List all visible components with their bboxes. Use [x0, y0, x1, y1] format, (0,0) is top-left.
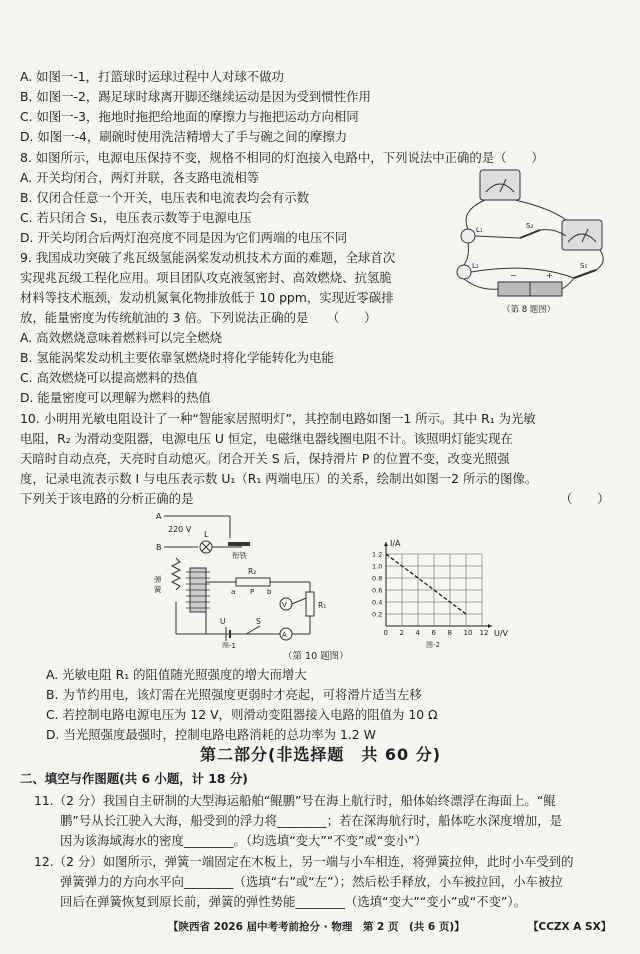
u-label: U [220, 617, 226, 626]
q10-option-d: D. 当光照强度最强时，控制电路电路消耗的总功率为 1.2 W [46, 727, 376, 742]
q10-line-2: 电阻，R₂ 为滑动变阻器，电源电压 U 恒定，电磁继电器线圈电阻不计。该照明灯能实现在 [20, 431, 513, 446]
q7-option-d: D. 如图一-4，刷碗时使用洗洁精增大了手与碗之间的摩擦力 [20, 129, 348, 144]
q8-option-d: D. 开关均闭合后两灯泡亮度不同是因为它们两端的电压不同 [20, 230, 348, 245]
q8-circuit-figure [440, 166, 620, 316]
q10-circuit-figure [150, 508, 350, 648]
voltmeter-label: V [282, 601, 287, 609]
x-tick-label: 0 [383, 629, 388, 637]
terminal-a-label: A [156, 512, 162, 521]
page-code: 【CCZX A SX】 [528, 921, 612, 933]
page-footer: 【陕西省 2026 届中考考前抢分 · 物理 第 2 页 (共 6 页)】 [168, 921, 465, 933]
label-s1: S₁ [580, 262, 588, 270]
q8-figure-caption: （第 8 题图） [502, 305, 556, 315]
series-line [386, 554, 466, 614]
switch-s2-icon [520, 230, 540, 238]
r2-label: R₂ [248, 567, 257, 576]
y-tick-label: 1.2 [372, 550, 383, 559]
spring-label-2: 簧 [154, 585, 162, 594]
q11-line-1: 11.（2 分）我国自主研制的大型海运船舶“鲲鹏”号在海上航行时，船体始终漂浮在海面上。“鲲 [34, 793, 556, 808]
chart-axes [384, 542, 492, 628]
label-s2: S₂ [526, 222, 534, 230]
slider-a-label: a [231, 588, 236, 596]
s-label: S [256, 617, 261, 626]
q9-option-b: B. 氢能涡桨发动机主要依靠氢燃烧时将化学能转化为电能 [20, 350, 334, 365]
x-tick-label: 6 [431, 629, 436, 637]
fig2-label: 图-2 [426, 641, 440, 649]
q9-option-c: C. 高效燃烧可以提高燃料的热值 [20, 370, 198, 385]
q9-option-a: A. 高效燃烧意味着燃料可以完全燃烧 [20, 330, 222, 345]
ammeter-label: A [282, 631, 287, 639]
q9-line-2: 实现兆瓦级工程化应用。项目团队攻克液氢密封、高效燃烧、抗氢脆 [20, 270, 392, 285]
chart-series [386, 554, 466, 614]
q10-answer-bracket: （ ） [560, 491, 610, 506]
q7-option-b: B. 如图一-2，踢足球时球离开脚还继续运动是因为受到惯性作用 [20, 89, 371, 104]
y-tick-label: 1.0 [372, 562, 383, 571]
label-l1: L₁ [476, 226, 483, 234]
q10-line-1: 10. 小明用光敏电阻设计了一种“智能家居照明灯”，其控制电路如图一1 所示。其中 R₁ 为光敏 [20, 411, 536, 426]
voltage-220-label: 220 V [168, 525, 192, 534]
q10-option-c: C. 若控制电路电源电压为 12 V，则滑动变阻器接入电路的阻值为 10 Ω [46, 707, 438, 722]
y-tick-label: 0.4 [372, 598, 383, 607]
q11-line-3: 因为该海域海水的密度________。（均选填“变大”“不变”或“变小”） [60, 833, 427, 848]
x-tick-label: 10 [463, 629, 473, 637]
q9-line-3: 材料等技术瓶颈，发动机氮氧化物排放低于 10 ppm，实现近零碳排 [20, 290, 394, 305]
x-tick-label: 8 [447, 629, 452, 637]
q9-option-d: D. 能量密度可以理解为燃料的热值 [20, 390, 211, 405]
lamp-l2-icon [457, 265, 471, 279]
rheostat-r2-icon [236, 578, 270, 586]
y-tick-label: 0.8 [372, 574, 383, 583]
q7-option-a: A. 如图一-1，打篮球时运球过程中人对球不做功 [20, 69, 284, 84]
voltmeter-icon [480, 170, 520, 200]
q10-line-5: 下列关于该电路的分析正确的是 [20, 491, 194, 506]
switch-s-icon [246, 626, 260, 634]
q8-option-a: A. 开关均闭合，两灯并联，各支路电流相等 [20, 170, 260, 185]
y-tick-label: 0.6 [372, 586, 383, 595]
chart-x-label: U/V [494, 629, 509, 638]
q10-option-a: A. 光敏电阻 R₁ 的阻值随光照强度的增大而增大 [46, 667, 307, 682]
x-tick-label: 2 [399, 629, 404, 637]
chart-y-label: I/A [390, 539, 401, 548]
q8-option-b: B. 仅闭合任意一个开关，电压表和电流表均会有示数 [20, 190, 309, 205]
switch-s1-icon [574, 270, 596, 278]
q9-line-4: 放，能量密度为传统航油的 3 倍。下列说法正确的是 （ ） [20, 310, 377, 325]
q7-option-c: C. 如图一-3，拖地时拖把给地面的摩擦力与拖把运动方向相同 [20, 109, 359, 124]
q8-option-c: C. 若只闭合 S₁，电压表示数等于电源电压 [20, 210, 252, 225]
slider-p-label: P [250, 588, 255, 596]
q10-line-3: 天暗时自动点亮，天亮时自动熄灭。闭合开关 S 后，保持滑片 P 的位置不变，改变光照强 [20, 451, 510, 466]
terminal-b-label: B [156, 543, 162, 552]
q8-stem: 8. 如图所示，电源电压保持不变，规格不相同的灯泡接入电路中，下列说法中正确的是（ ） [20, 150, 544, 165]
slider-b-label: b [267, 588, 272, 596]
q12-line-2: 弹簧弹力的方向水平向________（选填“右”或“左”）；然后松手释放，小车被拉回，小车被拉 [60, 874, 563, 889]
lamp-l1-icon [461, 229, 475, 243]
part-two-title: 第二部分(非选择题 共 60 分) [200, 745, 442, 764]
q10-iu-chart [372, 530, 512, 650]
y-axis-arrow [384, 542, 388, 546]
section-two-heading: 二、填空与作图题(共 6 小题，计 18 分) [20, 771, 248, 786]
spring-icon [172, 558, 180, 590]
chart-ticks [372, 551, 488, 638]
r1-label: R₁ [318, 601, 327, 610]
q10-figure-caption: （第 10 题图） [283, 651, 349, 662]
q12-line-3: 回后在弹簧恢复到原长前，弹簧的弹性势能________（选填“变大”“变小”或“不变”）。 [60, 894, 526, 909]
x-tick-label: 12 [479, 629, 489, 637]
fig1-label: 图-1 [222, 642, 236, 648]
armature-icon [228, 542, 250, 546]
q11-line-2: 鹏”号从长江驶入大海，船受到的浮力将________；若在深海航行时，船体吃水深度增加，是 [60, 813, 563, 828]
ammeter-icon [562, 220, 602, 250]
q10-line-4: 度，记录电流表示数 I 与电压表示数 U₁（R₁ 两端电压）的关系，绘制出如图一2 所示的图像。 [20, 471, 538, 486]
label-plus: + [546, 271, 553, 280]
spring-label-1: 弹 [154, 575, 162, 584]
q10-option-b: B. 为节约用电，该灯需在光照强度更弱时才亮起，可将滑片适当左移 [46, 687, 422, 702]
label-minus: − [510, 271, 517, 280]
photoresistor-r1-icon [306, 592, 314, 616]
y-tick-label: 0.2 [372, 610, 383, 619]
x-axis-arrow [488, 624, 492, 628]
q9-line-1: 9. 我国成功突破了兆瓦级氢能涡桨发动机技术方面的难题，全球首次 [20, 250, 396, 265]
label-l2: L₂ [472, 262, 479, 270]
x-tick-label: 4 [415, 629, 420, 637]
lamp-label: L [204, 530, 209, 539]
q12-line-1: 12.（2 分）如图所示，弹簧一端固定在木板上，另一端与小车相连，将弹簧拉伸，此时小车受到的 [34, 854, 574, 869]
armature-label: 衔铁 [232, 551, 247, 560]
